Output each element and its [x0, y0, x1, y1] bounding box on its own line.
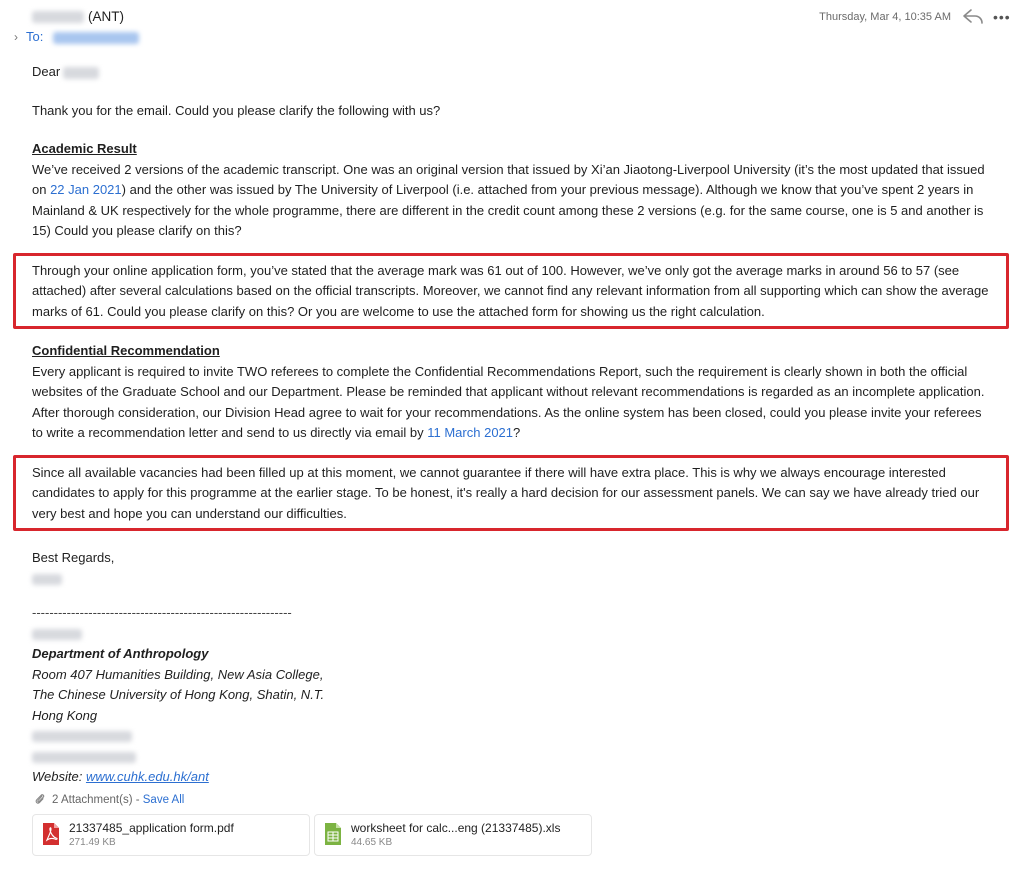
confidential-recommendation-heading: Confidential Recommendation — [32, 343, 220, 358]
recipient-row[interactable] — [14, 29, 139, 44]
attachment-xls[interactable] — [314, 814, 592, 856]
academic-result-heading: Academic Result — [32, 141, 137, 156]
recipient-redacted — [53, 32, 139, 44]
recommendation-paragraph-1: Every applicant is required to invite TWO referees to complete the Confidential Recommendations Report, such the requirement is clearly shown in both the official websites of the Graduate School and our Department. Please be reminded that applicant without relevant recommendations is regarded as an incomplete application. After thorough consideration, our Division Head agree to wait for your recommendations. As the online system has been closed, could you please invite your referees to write a recommendation letter and send to us directly via email by 11 March 2021? — [32, 363, 985, 440]
sender-suffix: (ANT) — [88, 9, 124, 24]
academic-paragraph-2: Through your online application form, you’ve stated that the average mark was 61 out of 100. However, we’ve only got the average marks in around 56 to 57 (see attached) after several calculations based on the official transcripts. Moreover, we cannot find any relevant information from all supporting which can show the average marks of 61. Could you please clarify on this? Or you are welcome to use the attached form for showing us the right calculation. — [32, 262, 989, 319]
recipient-first-name-redacted — [63, 67, 99, 79]
message-header — [0, 0, 1024, 50]
department-name: Department of Anthropology — [32, 646, 209, 661]
sender-full-name-redacted — [32, 624, 992, 645]
phone-redacted — [32, 726, 992, 747]
sender-sign-name-redacted — [32, 569, 992, 590]
signature-block — [32, 644, 992, 788]
attachment-name: 21337485_application form.pdf — [69, 821, 234, 835]
attachment-name: worksheet for calc...eng (21337485).xls — [351, 821, 561, 835]
pdf-file-icon — [41, 822, 61, 846]
reply-icon[interactable] — [962, 7, 984, 25]
academic-paragraph-1: We’ve received 2 versions of the academic transcript. One was an original version that issued by Xi’an Jiaotong-Liverpool University (it’s the most updated that issued on 22 Jan 2021) and the other was issued by The University of Liverpool (i.e. attached from your previous message). Although we know that you’ve spent 2 years in Mainland & UK respectively for the whole programme, there are different in the credit count among these 2 versions (e.g. for the same course, one is 5 and another is 15) Could you please clarify on this? — [32, 161, 985, 238]
save-all-button[interactable]: Save All — [142, 794, 185, 806]
message-body — [32, 62, 992, 788]
website-line: Website: www.cuhk.edu.hk/ant — [32, 769, 209, 784]
date-link-march[interactable]: 11 March 2021 — [427, 425, 514, 440]
highlight-box-average-mark — [13, 253, 1009, 330]
recommendation-paragraph-2: Since all available vacancies had been filled up at this moment, we cannot guarantee if there will have extra place. This is why we always encourage interested candidates to apply for this programme at the earlier stage. To be honest, it's really a hard decision for our assessment panels. We can say we have already tried our very best and hope you can understand our difficulties. — [32, 464, 980, 521]
sender[interactable] — [32, 9, 124, 24]
website-link[interactable]: www.cuhk.edu.hk/ant — [85, 769, 209, 784]
chevron-right-icon[interactable]: › — [14, 30, 18, 44]
greeting: Dear — [32, 62, 992, 83]
intro-paragraph: Thank you for the email. Could you please clarify the following with us? — [32, 102, 441, 118]
closing: Best Regards, — [32, 550, 115, 565]
attachments-summary: 2 Attachment(s) - Save All — [34, 793, 184, 806]
message-date: Thursday, Mar 4, 10:35 AM — [819, 11, 951, 23]
highlight-box-vacancies — [13, 455, 1009, 532]
fax-redacted — [32, 747, 992, 768]
to-label: To: — [26, 29, 44, 44]
address-line-1: Room 407 Humanities Building, New Asia College, — [32, 666, 324, 682]
attachment-size: 271.49 KB — [69, 837, 116, 848]
signature-divider: ------------------------------------------------------------ — [32, 605, 292, 620]
sender-name-redacted — [32, 11, 84, 23]
address-line-3: Hong Kong — [32, 707, 98, 723]
attachment-pdf[interactable] — [32, 814, 310, 856]
paperclip-icon — [34, 793, 46, 805]
address-line-2: The Chinese University of Hong Kong, Shatin, N.T. — [32, 687, 325, 702]
more-options-icon[interactable]: ••• — [993, 9, 1011, 25]
date-link-jan[interactable]: 22 Jan 2021 — [50, 182, 122, 197]
spreadsheet-file-icon — [323, 822, 343, 846]
attachment-size: 44.65 KB — [351, 837, 393, 848]
